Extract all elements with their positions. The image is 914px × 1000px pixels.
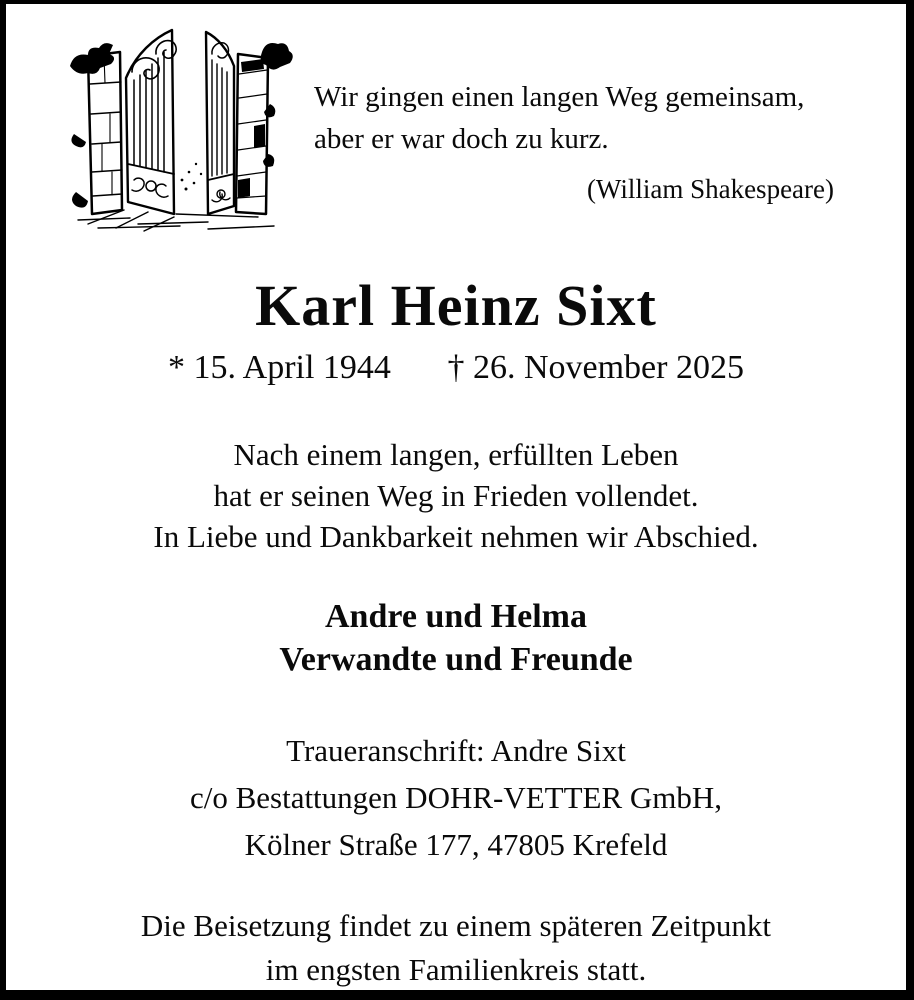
- mourners-block: [6, 595, 906, 681]
- deceased-name: Karl Heinz Sixt: [255, 273, 657, 338]
- funeral-notice: [6, 904, 906, 992]
- quote-line-2: aber er war doch zu kurz.: [314, 123, 609, 155]
- message-line-1: Nach einem langen, erfüllten Leben: [233, 437, 679, 472]
- address-line-1: Traueranschrift: Andre Sixt: [286, 733, 626, 768]
- message-line-3: In Liebe und Dankbarkeit nehmen wir Abschied.: [153, 519, 759, 554]
- life-dates: [6, 348, 906, 388]
- quote-block: [314, 76, 834, 210]
- address-line-2: c/o Bestattungen DOHR-VETTER GmbH,: [189, 780, 723, 815]
- open-gate-icon: [58, 14, 296, 234]
- funeral-line-1: Die Beisetzung findet zu einem späteren Zeitpunkt: [140, 908, 772, 943]
- header-section: [6, 4, 906, 236]
- mourners-line-1: Andre und Helma: [325, 598, 587, 635]
- message-line-2: hat er seinen Weg in Frieden vollendet.: [213, 478, 699, 513]
- birth-date: * 15. April 1944: [168, 349, 391, 386]
- funeral-line-2: im engsten Familienkreis statt.: [265, 952, 647, 987]
- quote-line-1: Wir gingen einen langen Weg gemeinsam,: [314, 81, 805, 113]
- mourners-line-2: Verwandte und Freunde: [279, 641, 633, 678]
- address-line-3: Kölner Straße 177, 47805 Krefeld: [244, 827, 668, 862]
- mourning-address: [6, 727, 906, 868]
- quote-attribution: (William Shakespeare): [586, 174, 834, 204]
- death-date: † 26. November 2025: [447, 349, 744, 386]
- farewell-message: [6, 434, 906, 557]
